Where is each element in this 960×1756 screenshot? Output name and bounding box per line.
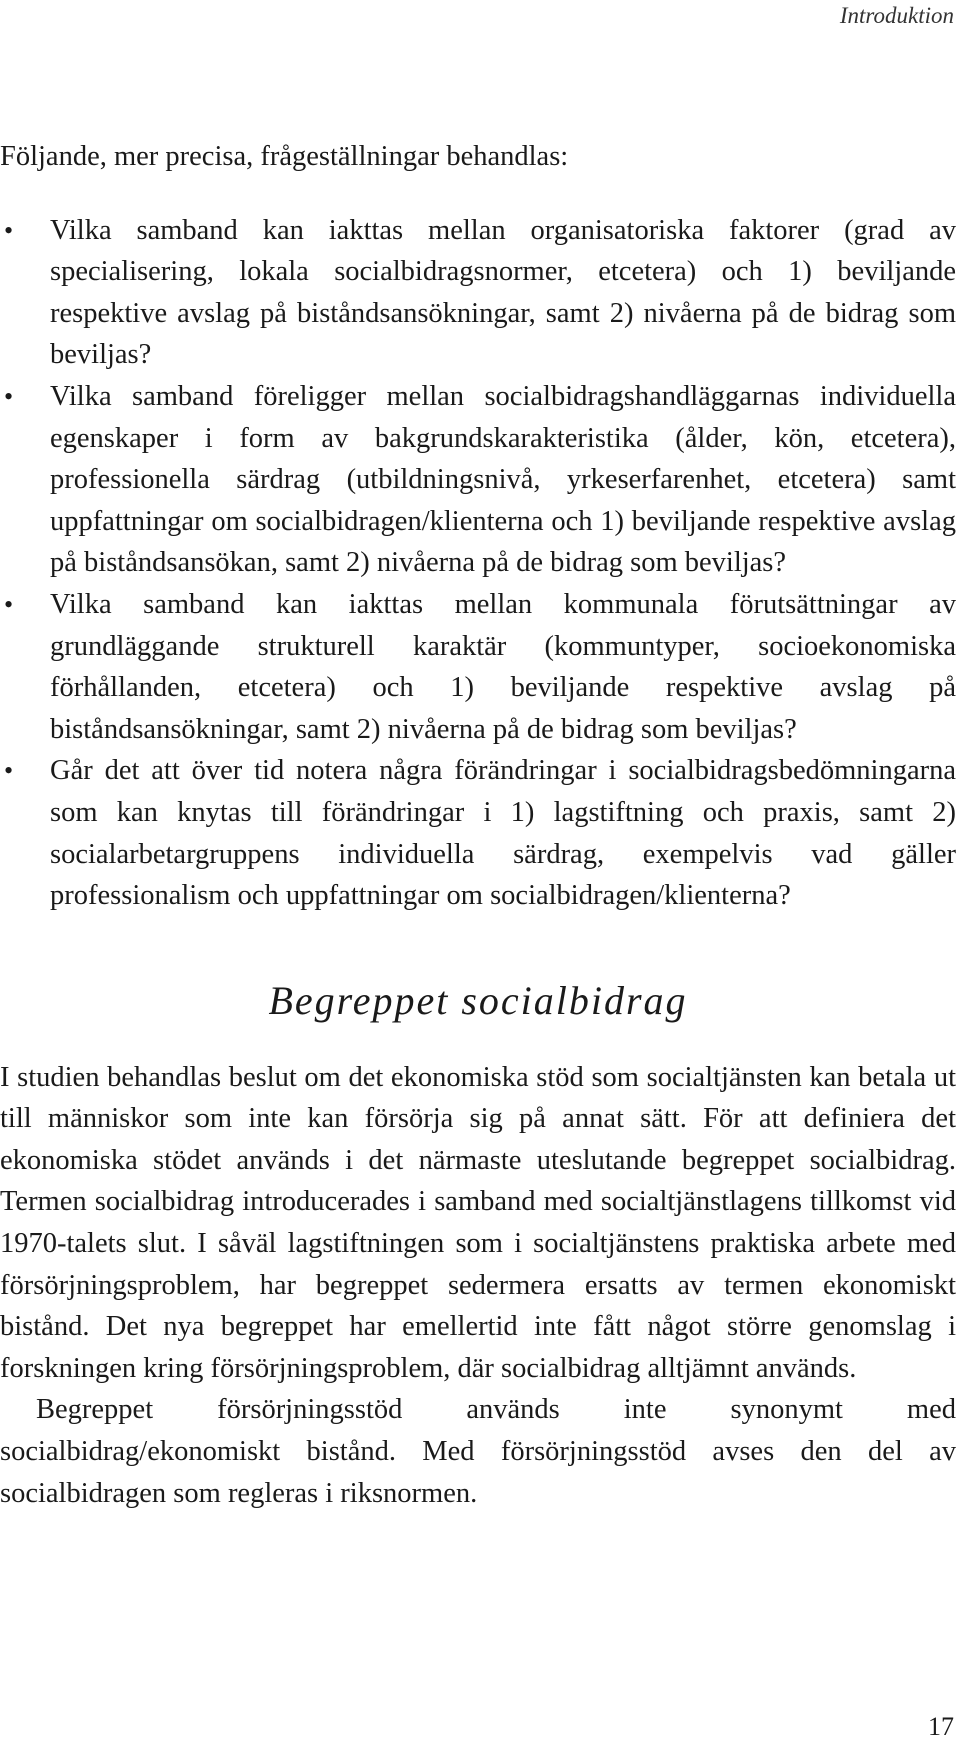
question-item-4 — [0, 750, 956, 916]
page-content — [0, 136, 956, 1514]
question-list — [0, 210, 956, 917]
bullet-icon: • — [4, 215, 14, 245]
bullet-icon: • — [4, 589, 14, 619]
question-text-3: Vilka samband kan iakttas mellan kommunala förutsättningar av grundläggande strukturell karaktär (kommuntyper, socioekonomiska förhållanden, etcetera) och 1) beviljande respektive avslag på biståndsansökningar, samt 2) nivåerna på de bidrag som beviljas? — [50, 588, 956, 745]
bullet-icon: • — [4, 756, 14, 786]
question-item-2 — [0, 376, 956, 584]
question-item-1 — [0, 210, 956, 376]
question-text-1: Vilka samband kan iakttas mellan organisatoriska faktorer (grad av specialisering, lokala socialbidragsnormer, etcetera) och 1) beviljande respektive avslag på biståndsansökningar, samt 2) nivåerna på de bidrag som beviljas? — [50, 214, 956, 371]
running-header: Introduktion — [839, 3, 954, 28]
page-number: 17 — [928, 1712, 954, 1741]
bullet-icon: • — [4, 381, 14, 411]
section-title: Begreppet socialbidrag — [268, 977, 688, 1023]
section-paragraph-1: I studien behandlas beslut om det ekonomiska stöd som socialtjänsten kan betala ut till människor som inte kan försörja sig på annat sätt. För att definiera det ekonomiska stödet används i det närmaste uteslutande begreppet socialbidrag. Termen socialbidrag introducerades i samband med socialtjänstlagens tillkomst vid 1970-talets slut. I såväl lagstiftningen som i socialtjänstens praktiska arbete med försörjningsproblem, har begreppet sedermera ersatts av termen ekonomiskt bistånd. Det nya begreppet har emellertid inte fått något större genomslag i forskningen kring försörjningsproblem, där socialbidrag alltjämnt används. — [0, 1061, 956, 1384]
question-text-4: Går det att över tid notera några förändringar i socialbidragsbedömningarna som kan knytas till förändringar i 1) lagstiftning och praxis, samt 2) socialarbetargruppens individuella särdrag, exempelvis vad gäller professionalism och uppfattningar om socialbidragen/klienterna? — [50, 755, 956, 912]
section-paragraph-2: Begreppet försörjningsstöd används inte synonymt med socialbidrag/ekonomiskt bistånd. Med försörjningsstöd avses den del av socialbidragen som regleras i riksnormen. — [0, 1394, 956, 1509]
intro-lead: Följande, mer precisa, frågeställningar behandlas: — [0, 141, 569, 172]
question-text-2: Vilka samband föreligger mellan socialbidragshandläggarnas individuella egenskaper i form av bakgrundskarakteristika (ålder, kön, etcetera), professionella särdrag (utbildningsnivå, yrkeserfarenhet, etcetera) samt uppfattningar om socialbidragen/klienterna och 1) beviljande respektive avslag på biståndsansökan, samt 2) nivåerna på de bidrag som beviljas? — [50, 380, 956, 579]
question-item-3 — [0, 584, 956, 750]
